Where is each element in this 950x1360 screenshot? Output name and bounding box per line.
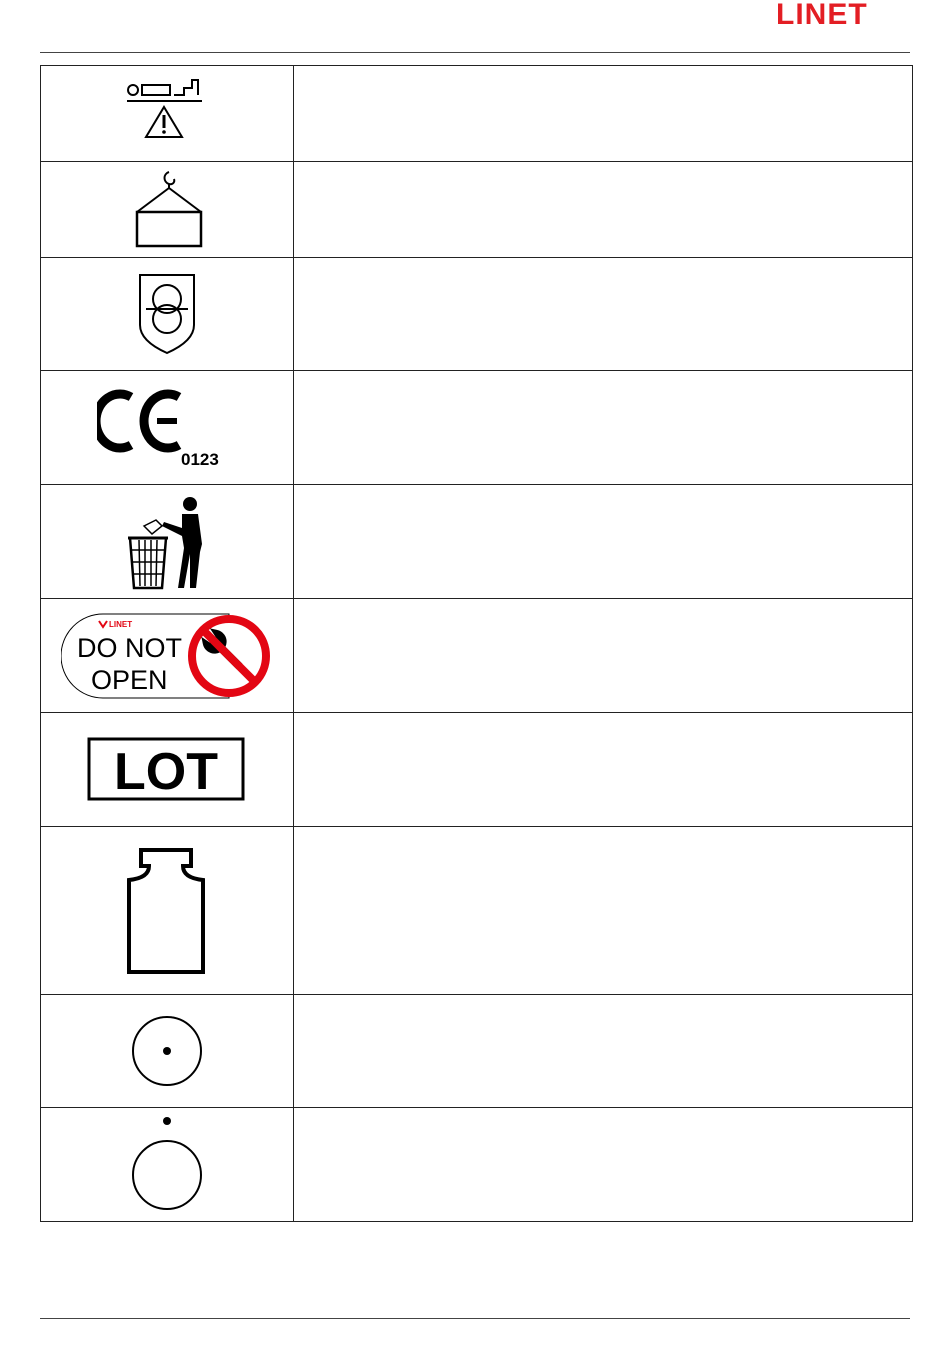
svg-text:LOT: LOT — [114, 742, 218, 801]
symbol-description — [294, 258, 913, 371]
table-row — [41, 995, 913, 1108]
ce-mark-icon — [97, 383, 237, 473]
power-off-circle-icon — [127, 1115, 207, 1215]
do-not-open-label-icon — [61, 611, 273, 701]
table-row — [41, 599, 913, 713]
table-row — [41, 1108, 913, 1222]
table-row — [41, 66, 913, 162]
footer-rule — [40, 1318, 910, 1319]
table-row — [41, 713, 913, 827]
table-row — [41, 827, 913, 995]
table-row — [41, 258, 913, 371]
header-rule — [40, 52, 910, 53]
table-row — [41, 371, 913, 485]
weight-icon — [125, 846, 209, 976]
crane-lifting-icon — [127, 168, 207, 252]
lot-number-icon — [87, 737, 247, 803]
maximum-positions-warning-icon — [122, 79, 212, 149]
ce-notified-body-number: 0123 — [181, 449, 219, 469]
svg-text:LINET: LINET — [109, 619, 133, 629]
symbol-description — [294, 599, 913, 713]
symbols-table — [40, 65, 913, 1222]
symbol-description — [294, 162, 913, 258]
symbol-description — [294, 995, 913, 1108]
table-row — [41, 162, 913, 258]
table-row — [41, 485, 913, 599]
do-not-open-line1: DO NOT — [77, 632, 182, 663]
brand-logo: LINET — [776, 0, 868, 31]
symbol-description — [294, 485, 913, 599]
safety-transformer-icon — [132, 269, 202, 359]
do-not-open-line2: OPEN — [91, 664, 168, 695]
symbol-description — [294, 713, 913, 827]
disposal-bin-icon — [122, 492, 212, 592]
symbol-description — [294, 1108, 913, 1222]
symbol-description — [294, 827, 913, 995]
symbol-description — [294, 66, 913, 162]
power-on-circle-icon — [127, 1011, 207, 1091]
symbol-description — [294, 371, 913, 485]
